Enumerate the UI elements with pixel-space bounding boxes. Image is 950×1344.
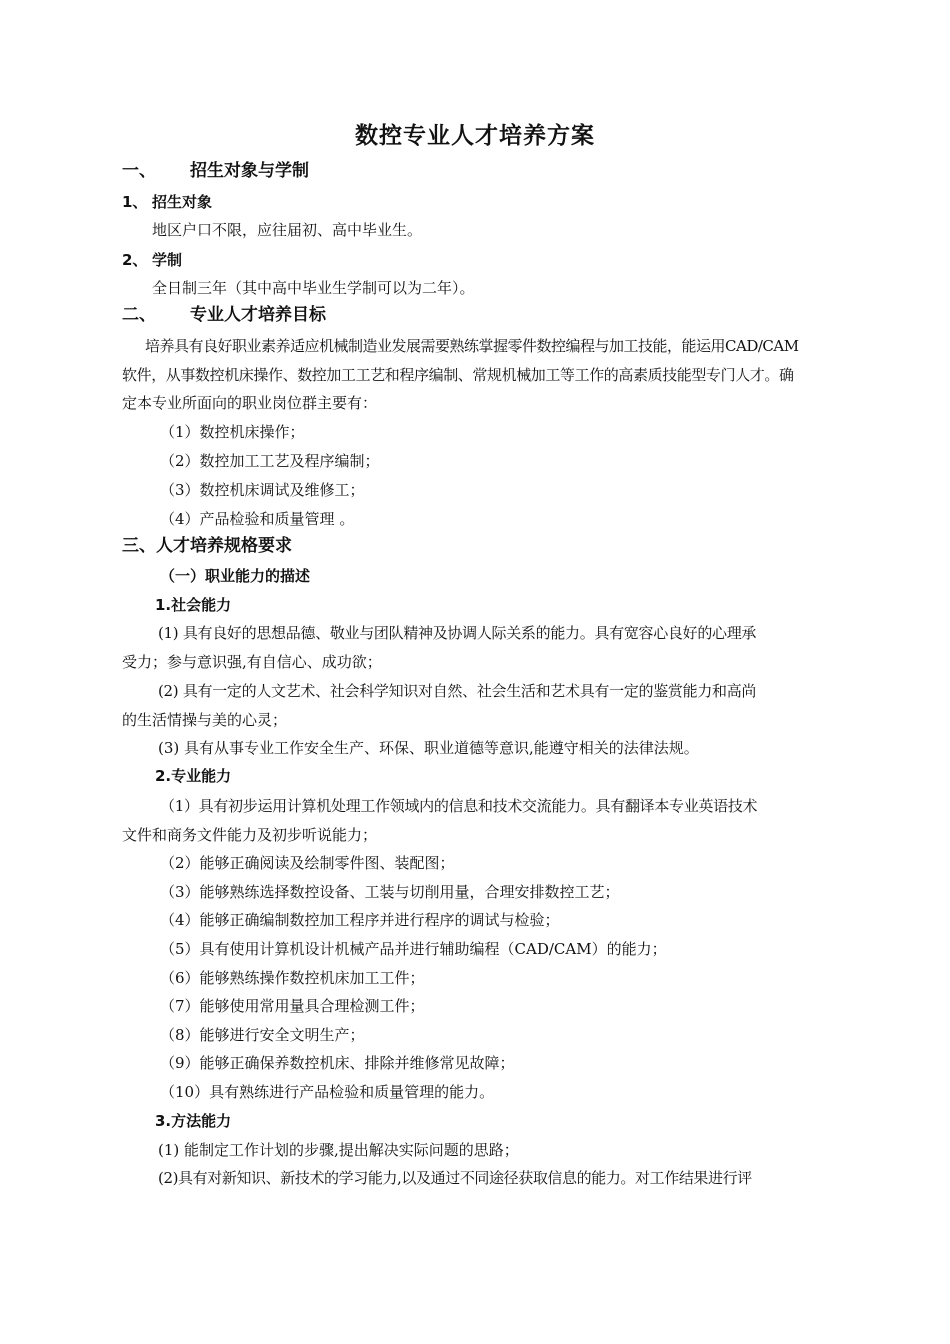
section-1-title: 招生对象与学制 bbox=[190, 161, 309, 181]
professional-ability-line-4: （3）能够熟练选择数控设备、工装与切削用量，合理安排数控工艺； bbox=[160, 883, 620, 901]
enrollment-text: 地区户口不限，应往届初、高中毕业生。 bbox=[152, 221, 423, 239]
social-ability-line-3: (2) 具有一定的人文艺术、社会科学知识对自然、社会生活和艺术具有一定的鉴赏能力和高尚 bbox=[158, 682, 757, 700]
goal-item-1: （1）数控机床操作； bbox=[160, 423, 305, 441]
section-1-heading bbox=[122, 160, 309, 182]
professional-ability-line-3: （2）能够正确阅读及绘制零件图、装配图； bbox=[160, 854, 455, 872]
goal-paragraph-line-1: 培养具有良好职业素养适应机械制造业发展需要熟练掌握零件数控编程与加工技能，能运用CAD/CAM bbox=[145, 337, 799, 355]
section-3-heading: 三、人才培养规格要求 bbox=[122, 536, 292, 556]
professional-ability-line-8: （7）能够使用常用量具合理检测工件； bbox=[160, 997, 425, 1015]
subsection-1-2-title: 学制 bbox=[152, 251, 183, 269]
professional-ability-line-10: （9）能够正确保养数控机床、排除并维修常见故障； bbox=[160, 1054, 515, 1072]
section-2-number: 二、 bbox=[122, 305, 156, 325]
method-ability-line-2: (2)具有对新知识、新技术的学习能力,以及通过不同途径获取信息的能力。对工作结果进行评 bbox=[158, 1169, 752, 1187]
professional-ability-line-6: （5）具有使用计算机设计机械产品并进行辅助编程（CAD/CAM）的能力； bbox=[160, 940, 667, 958]
professional-ability-line-2: 文件和商务文件能力及初步听说能力； bbox=[122, 826, 378, 844]
professional-ability-line-7: （6）能够熟练操作数控机床加工工件； bbox=[160, 969, 425, 987]
duration-text: 全日制三年（其中高中毕业生学制可以为二年）。 bbox=[152, 279, 475, 297]
goal-item-2: （2）数控加工工艺及程序编制； bbox=[160, 452, 380, 470]
method-ability-line-1: (1) 能制定工作计划的步骤,提出解决实际问题的思路； bbox=[158, 1141, 519, 1159]
subsection-1-1-heading bbox=[122, 192, 212, 212]
goal-item-4: （4）产品检验和质量管理 。 bbox=[160, 510, 355, 528]
professional-ability-line-9: （8）能够进行安全文明生产； bbox=[160, 1026, 365, 1044]
goal-paragraph-line-3: 定本专业所面向的职业岗位群主要有： bbox=[122, 394, 378, 412]
subsection-1-1-title: 招生对象 bbox=[152, 193, 213, 211]
section-2-heading bbox=[122, 304, 326, 326]
method-ability-heading: 3.方法能力 bbox=[155, 1112, 232, 1130]
professional-ability-line-1: （1）具有初步运用计算机处理工作领域内的信息和技术交流能力。具有翻译本专业英语技术 bbox=[160, 797, 758, 815]
goal-item-3: （3）数控机床调试及维修工； bbox=[160, 481, 365, 499]
social-ability-line-2: 受力；参与意识强,有自信心、成功欲； bbox=[122, 653, 382, 671]
social-ability-heading: 1.社会能力 bbox=[155, 596, 232, 614]
social-ability-line-5: (3) 具有从事专业工作安全生产、环保、职业道德等意识,能遵守相关的法律法规。 bbox=[158, 739, 699, 757]
subsection-1-2-heading bbox=[122, 250, 182, 270]
subsection-1-1-number: 1、 bbox=[122, 193, 148, 211]
social-ability-line-4: 的生活情操与美的心灵； bbox=[122, 711, 288, 729]
goal-paragraph-line-2: 软件，从事数控机床操作、数控加工工艺和程序编制、常规机械加工等工作的高素质技能型专门人才。确 bbox=[122, 366, 794, 384]
professional-ability-line-11: （10）具有熟练进行产品检验和质量管理的能力。 bbox=[160, 1083, 495, 1101]
social-ability-line-1: (1) 具有良好的思想品德、敬业与团队精神及协调人际关系的能力。具有宽容心良好的心理承 bbox=[158, 624, 757, 642]
section-3-subheading: （一）职业能力的描述 bbox=[160, 567, 311, 585]
professional-ability-line-5: （4）能够正确编制数控加工程序并进行程序的调试与检验； bbox=[160, 911, 560, 929]
professional-ability-heading: 2.专业能力 bbox=[155, 767, 232, 785]
section-1-number: 一、 bbox=[122, 161, 156, 181]
document-title: 数控专业人才培养方案 bbox=[355, 123, 595, 149]
subsection-1-2-number: 2、 bbox=[122, 251, 148, 269]
section-2-title: 专业人才培养目标 bbox=[190, 305, 326, 325]
